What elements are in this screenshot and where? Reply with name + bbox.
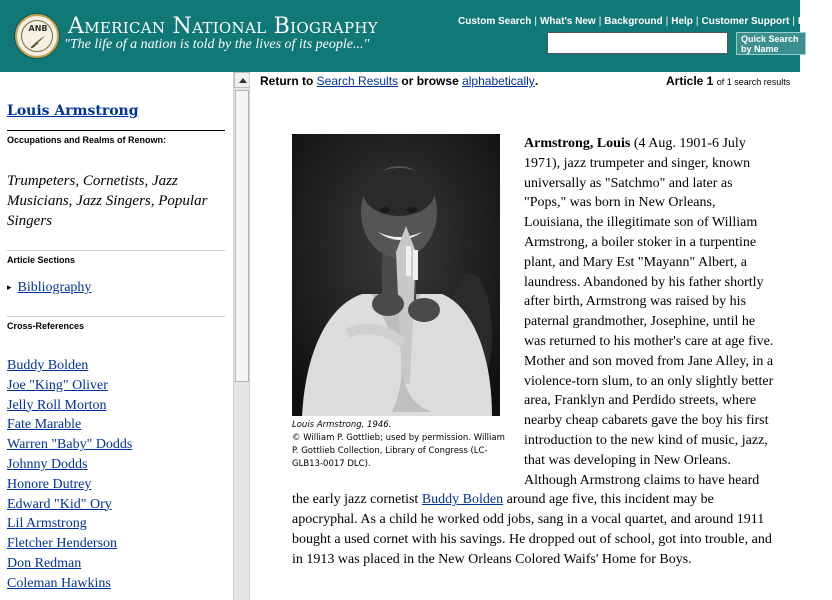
portrait-illustration xyxy=(292,134,500,416)
xref-link[interactable]: Warren "Baby" Dodds xyxy=(7,437,133,453)
occupations-label: Occupations and Realms of Renown: xyxy=(7,135,167,145)
article-of-total: of 1 search results xyxy=(716,77,791,87)
nav-whats-new[interactable]: What's New xyxy=(539,16,596,27)
scroll-up-arrow-icon[interactable] xyxy=(234,72,250,88)
bullet-icon: ▸ xyxy=(7,283,12,293)
nav-separator: | xyxy=(534,16,537,27)
article-text-2: around age five, this incident may be apocryphal. As a child he worked odd jobs, sang in a vocal quartet, and around 1911 bought a used cornet with his savings. He dropped out of school, got into trouble, and in 1913 was placed in the New Orleans Colored Waifs' Home for Boys. xyxy=(292,492,772,567)
nav-separator: | xyxy=(792,16,795,27)
article-figure xyxy=(292,134,522,476)
article-headword: Armstrong, Louis xyxy=(524,136,631,151)
site-tagline: "The life of a nation is told by the lives of its people..." xyxy=(64,37,370,52)
nav-customer-support[interactable]: Customer Support xyxy=(701,16,790,27)
article-dates: (4 Aug. 1901-6 July 1971) xyxy=(524,136,746,171)
portrait-photo xyxy=(292,134,500,416)
xref-link[interactable]: Coleman Hawkins xyxy=(7,575,111,591)
anb-logo[interactable] xyxy=(15,14,59,58)
person-name-link[interactable]: Louis Armstrong xyxy=(7,103,139,119)
article-body xyxy=(292,134,776,570)
nav-separator: | xyxy=(695,16,699,27)
article-sections-label: Article Sections xyxy=(7,255,76,265)
main-content xyxy=(250,72,800,600)
link-buddy-bolden[interactable]: Buddy Bolden xyxy=(421,492,504,508)
nav-help[interactable]: Help xyxy=(671,16,693,27)
site-title: American National Biography xyxy=(68,14,378,39)
article-number: Article 1 xyxy=(666,74,714,88)
xref-link[interactable]: Johnny Dodds xyxy=(7,456,88,472)
quill-icon xyxy=(29,35,47,49)
top-navigation xyxy=(458,16,832,27)
xref-link[interactable]: Joe "King" Oliver xyxy=(7,377,108,393)
section-item xyxy=(7,280,227,296)
caption-title: Louis Armstrong, 1946. xyxy=(292,420,392,430)
xref-link[interactable]: Fletcher Henderson xyxy=(7,536,118,552)
quick-search-button[interactable] xyxy=(736,32,806,55)
nav-separator: | xyxy=(665,16,669,27)
search-results-link[interactable]: Search Results xyxy=(316,74,399,88)
divider xyxy=(7,250,225,251)
xref-link[interactable]: Edward "Kid" Ory xyxy=(7,496,112,512)
article-sections-list xyxy=(7,280,227,296)
return-to-text: Return to xyxy=(260,74,314,88)
quick-search-label-1: Quick Search xyxy=(741,34,799,44)
divider xyxy=(7,130,225,131)
scrollbar-thumb[interactable] xyxy=(235,90,249,382)
photo-caption xyxy=(292,419,507,471)
xref-link[interactable]: Fate Marable xyxy=(7,417,82,433)
nav-background[interactable]: Background xyxy=(604,16,663,27)
quick-search-input[interactable] xyxy=(547,32,728,54)
caption-credit: © William P. Gottlieb; used by permission. William P. Gottlieb Collection, Library of Congress (LC-GLB13-0017 DLC). xyxy=(292,433,505,469)
xref-link[interactable]: Don Redman xyxy=(7,555,82,571)
nav-custom-search[interactable]: Custom Search xyxy=(458,16,532,27)
nav-logout[interactable]: Logout xyxy=(797,16,832,27)
logo-text: ANB xyxy=(28,24,48,33)
quick-search-label-2: by Name xyxy=(741,44,779,54)
alphabetically-link[interactable]: alphabetically xyxy=(462,74,535,88)
divider xyxy=(7,316,225,317)
cross-references-label: Cross-References xyxy=(7,321,85,331)
xref-link[interactable]: Buddy Bolden xyxy=(7,358,89,373)
logo-seal xyxy=(21,20,53,52)
occupations-text: Trumpeters, Cornetists, Jazz Musicians, Jazz Singers, Popular Singers xyxy=(7,173,208,229)
xref-link[interactable]: Jelly Roll Morton xyxy=(7,397,107,413)
article-text-1: , jazz trumpeter and singer, known universally as "Satchmo" and later as "Pops," was born in New Orleans, Louisiana, the illegitimate son of William Armstrong, a boiler stoker in a turpentine plant, and Mary Est "Mayann" Albert, a laundress. Abandoned by his father shortly after birth, Armstrong was raised by his paternal grandmother, Josephine, until he was returned to his mother's care at age five. Mother and son moved from Jane Alley, in a violence-torn slum, to an only slightly better area, Franklyn and Perdido streets, where nearby cheap cabarets gave the boy his first introduction to the new kind of music, jazz, that was developing in New Orleans. Although Armstrong claims to have heard the early jazz cornetist xyxy=(292,155,774,508)
sidebar-scrollbar[interactable] xyxy=(233,72,249,600)
article-count xyxy=(666,74,790,88)
xref-link[interactable]: Lil Armstrong xyxy=(7,516,87,532)
or-browse-text: or browse xyxy=(401,74,459,88)
results-navigation xyxy=(260,74,538,88)
nav-separator: | xyxy=(598,16,602,27)
sidebar xyxy=(0,72,233,600)
xref-link[interactable]: Honore Dutrey xyxy=(7,476,92,492)
section-link-bibliography[interactable]: Bibliography xyxy=(17,280,92,295)
period-text: . xyxy=(534,74,539,88)
cross-references-list xyxy=(7,356,227,594)
site-header xyxy=(0,0,832,72)
